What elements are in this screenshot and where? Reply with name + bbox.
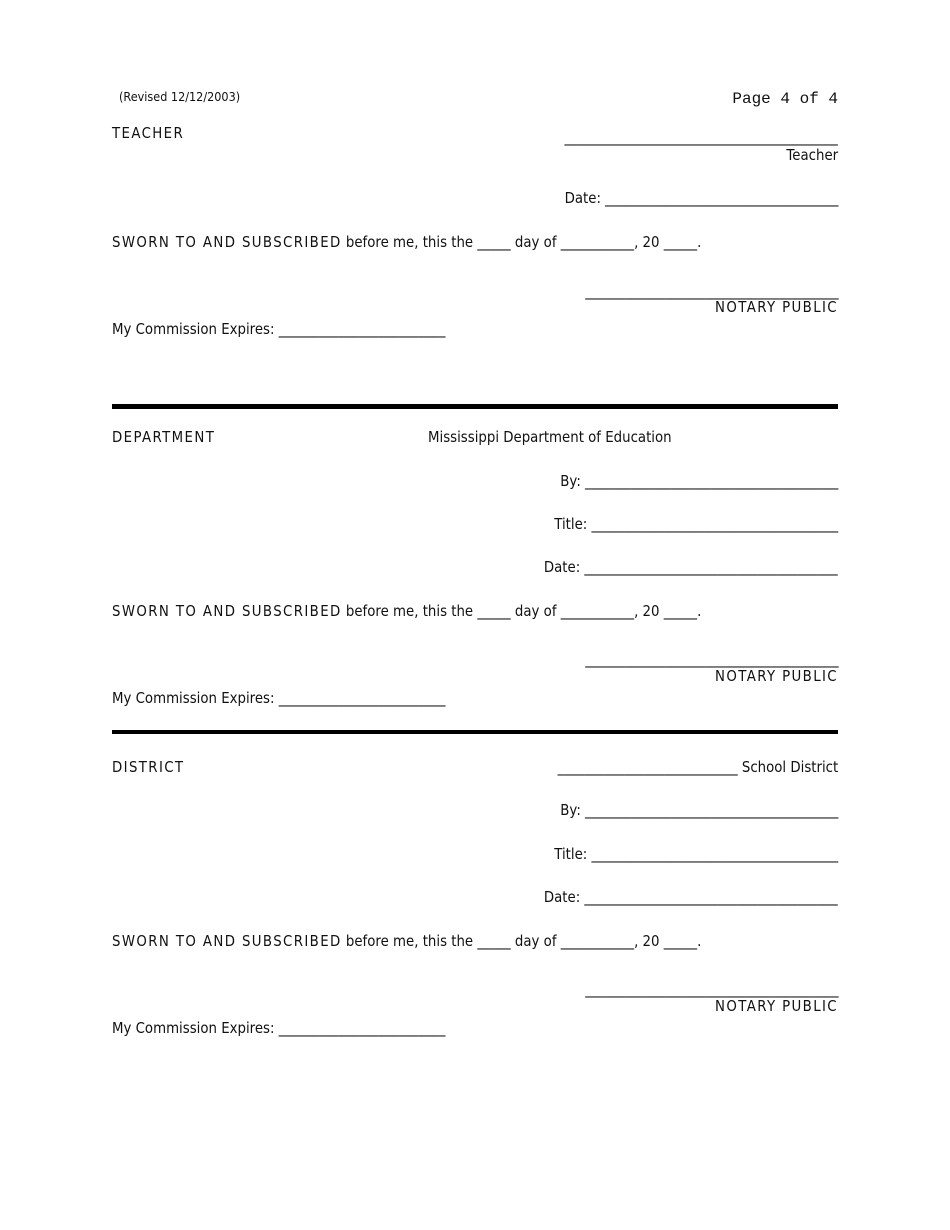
department-notary-line[interactable]: ______________________________________ [584, 650, 838, 668]
teacher-signature-line[interactable]: _________________________________________ [564, 128, 838, 146]
teacher-notary-caption: NOTARY PUBLIC [715, 298, 838, 316]
page-number: Page 4 of 4 [732, 90, 838, 108]
section-divider [112, 730, 838, 734]
department-sworn-caps: SWORN TO AND SUBSCRIBED [112, 602, 342, 620]
district-section-label: DISTRICT [112, 758, 185, 776]
department-name: Mississippi Department of Education [428, 428, 672, 446]
teacher-sworn-rest[interactable]: before me, this the _____ day of ___________, 20 _____. [345, 233, 702, 251]
district-by-field[interactable]: By: ______________________________________ [559, 801, 838, 819]
department-sworn-statement [112, 602, 701, 620]
district-sworn-statement [112, 932, 701, 950]
district-title-field[interactable]: Title: _____________________________________ [554, 845, 838, 863]
district-sworn-caps: SWORN TO AND SUBSCRIBED [112, 932, 342, 950]
teacher-commission-expires[interactable]: My Commission Expires: _________________________ [112, 320, 446, 338]
district-commission-expires[interactable]: My Commission Expires: _________________________ [112, 1019, 446, 1037]
department-sworn-rest[interactable]: before me, this the _____ day of ___________, 20 _____. [345, 602, 702, 620]
department-by-field[interactable]: By: ______________________________________ [559, 472, 838, 490]
department-title-field[interactable]: Title: _____________________________________ [554, 515, 838, 533]
district-name-line[interactable]: ___________________________ School District [557, 758, 838, 776]
section-divider [112, 404, 838, 409]
department-date-field[interactable]: Date: ______________________________________ [544, 558, 838, 576]
district-sworn-rest[interactable]: before me, this the _____ day of ___________, 20 _____. [345, 932, 702, 950]
department-commission-expires[interactable]: My Commission Expires: _________________________ [112, 689, 446, 707]
department-notary-caption: NOTARY PUBLIC [715, 667, 838, 685]
teacher-sworn-statement [112, 233, 701, 251]
district-notary-caption: NOTARY PUBLIC [715, 997, 838, 1015]
district-date-field[interactable]: Date: ______________________________________ [544, 888, 838, 906]
teacher-section-label: TEACHER [112, 124, 185, 142]
revision-date: (Revised 12/12/2003) [119, 89, 241, 104]
district-notary-line[interactable]: ______________________________________ [584, 980, 838, 998]
teacher-notary-line[interactable]: ______________________________________ [584, 282, 838, 300]
department-section-label: DEPARTMENT [112, 428, 216, 446]
teacher-date-field[interactable]: Date: ___________________________________ [564, 189, 838, 207]
teacher-signature-caption: Teacher [786, 146, 838, 164]
teacher-sworn-caps: SWORN TO AND SUBSCRIBED [112, 233, 342, 251]
